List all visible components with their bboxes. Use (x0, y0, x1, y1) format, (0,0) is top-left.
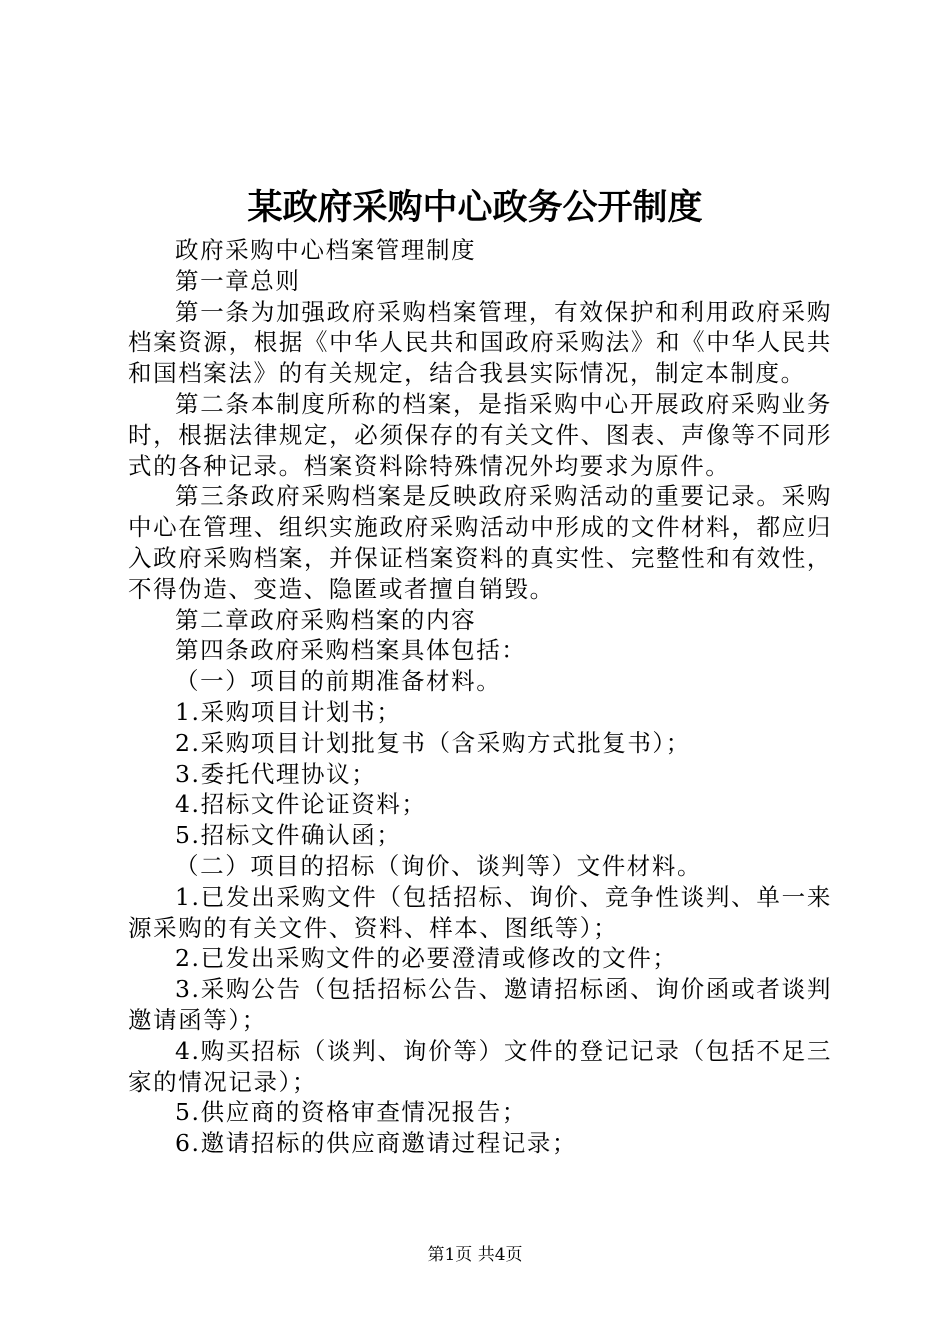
chapter-heading: 第二章政府采购档案的内容 (175, 605, 477, 634)
list-item: 4.招标文件论证资料； (175, 790, 427, 819)
list-item: 3.委托代理协议； (175, 759, 377, 788)
list-item: 4.购买招标（谈判、询价等）文件的登记记录（包括不足三家的情况记录）； (128, 1036, 832, 1096)
list-item: 3.采购公告（包括招标公告、邀请招标函、询价函或者谈判邀请函等）； (128, 975, 832, 1034)
list-item: 1.采购项目计划书； (175, 697, 402, 726)
paragraph: 第二条本制度所称的档案，是指采购中心开展政府采购业务时，根据法律规定，必须保存的有关文件、图表、声像等不同形式的各种记录。档案资料除特殊情况外均要求为原件。 (128, 389, 832, 480)
list-section-heading: （一）项目的前期准备材料。 (175, 667, 502, 696)
paragraph: 第四条政府采购档案具体包括： (175, 636, 527, 665)
list-item: 5.供应商的资格审查情况报告； (175, 1098, 527, 1127)
page-footer: 第1页 共4页 (427, 1245, 523, 1265)
list-item: 1.已发出采购文件（包括招标、询价、竞争性谈判、单一来源采购的有关文件、资料、样本、图纸等）； (128, 882, 832, 942)
paragraph-subtitle: 政府采购中心档案管理制度 (175, 236, 477, 264)
list-item: 6.邀请招标的供应商邀请过程记录； (175, 1129, 578, 1158)
list-item: 2.采购项目计划批复书（含采购方式批复书）； (175, 728, 691, 757)
document-body (128, 235, 832, 1159)
document-title: 某政府采购中心政务公开制度 (247, 188, 703, 228)
paragraph: 第一条为加强政府采购档案管理，有效保护和利用政府采购档案资源，根据《中华人民共和国政府采购法》和《中华人民共和国档案法》的有关规定，结合我县实际情况，制定本制度。 (128, 297, 832, 388)
paragraph: 第三条政府采购档案是反映政府采购活动的重要记录。采购中心在管理、组织实施政府采购活动中形成的文件材料，都应归入政府采购档案，并保证档案资料的真实性、完整性和有效性，不得伪造、变造、隐匿或者擅自销毁。 (128, 482, 832, 603)
list-section-heading: （二）项目的招标（询价、谈判等）文件材料。 (175, 851, 703, 880)
list-item: 2.已发出采购文件的必要澄清或修改的文件； (175, 944, 678, 973)
list-item: 5.招标文件确认函； (175, 821, 402, 850)
chapter-heading: 第一章总则 (175, 266, 301, 295)
